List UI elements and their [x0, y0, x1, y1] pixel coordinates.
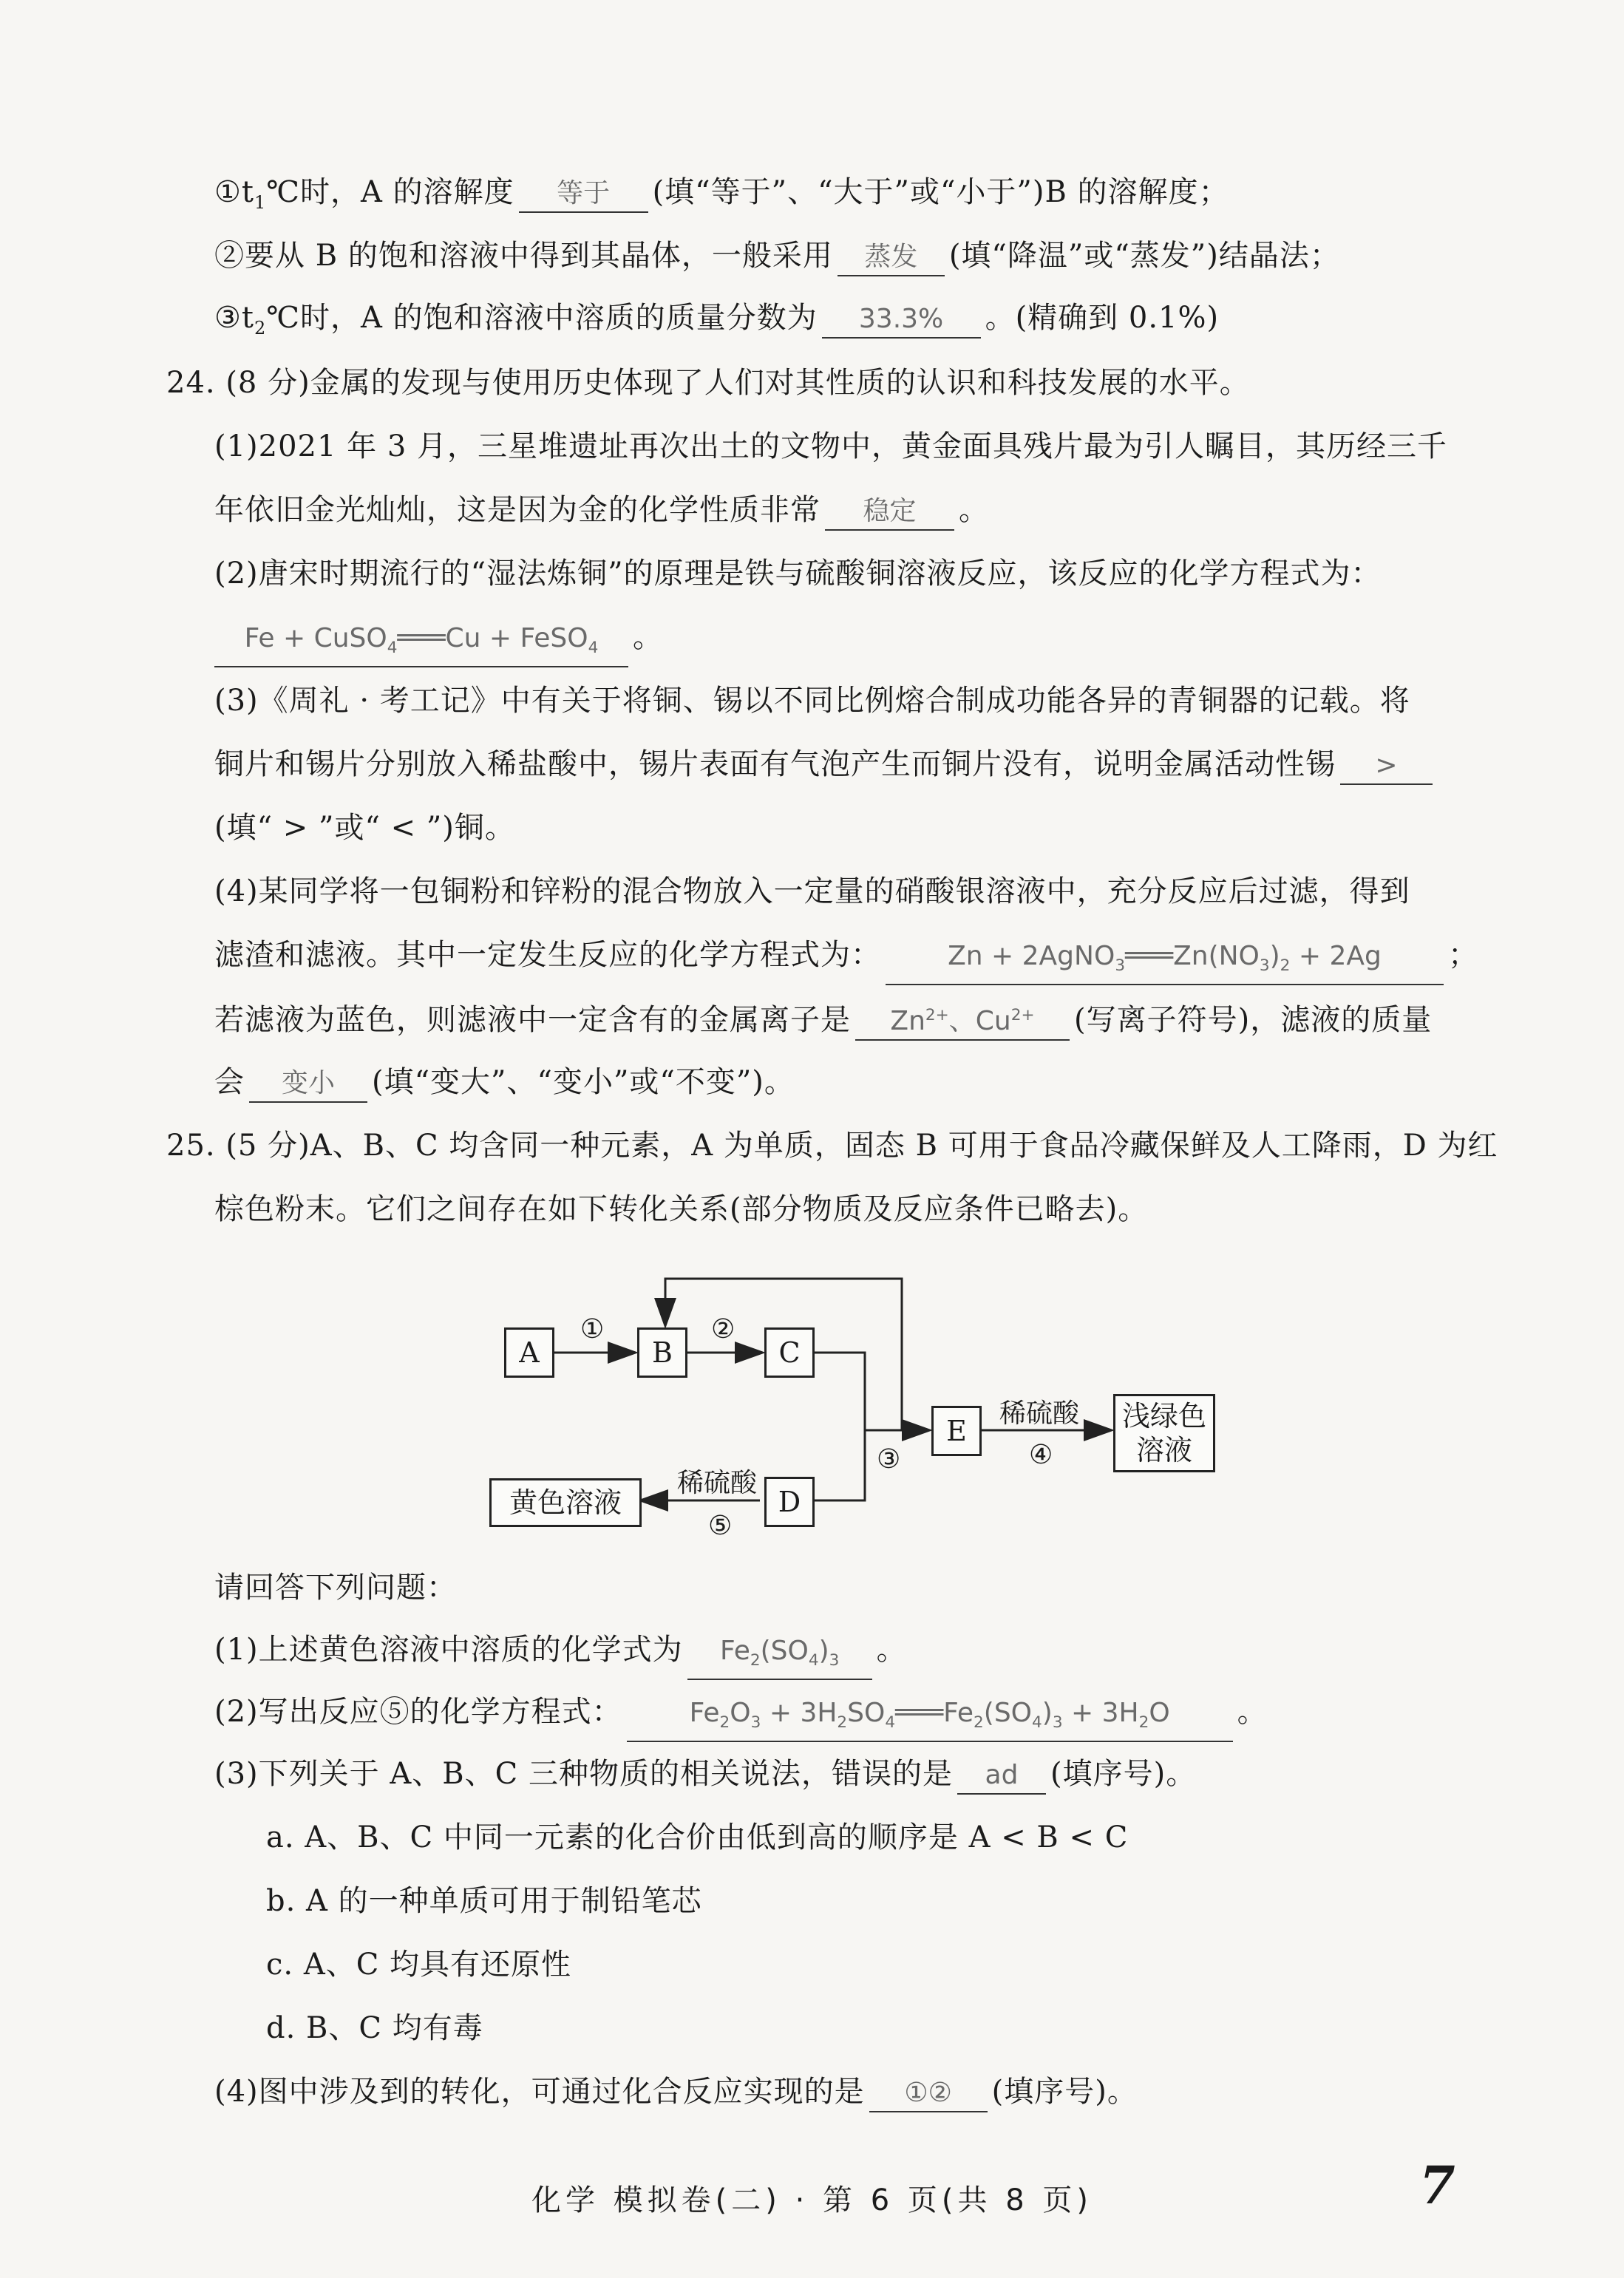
answer-blank: Fe + CuSO$_4$═══Cu + FeSO$_4$ [214, 619, 628, 667]
box-yellow-solution: 黄色溶液 [489, 1478, 642, 1527]
q24-part3-line2: 铜片和锡片分别放入稀盐酸中，锡片表面有气泡产生而铜片没有，说明金属活动性锡 > [214, 744, 1437, 785]
q25-heading-line1: 25. (5 分)A、B、C 均含同一种元素，A 为单质，固态 B 可用于食品冷藏保鲜及人工降雨，D 为红 [166, 1129, 1498, 1163]
answer-blank: $Zn + 2AgNO_3═══Zn(NO_3)_2 + 2Ag$ [886, 937, 1444, 985]
answer-blank: $Fe_2(SO_4)_3$ [687, 1632, 872, 1680]
line-d-to-junction [813, 1430, 865, 1500]
box-d: D [764, 1477, 815, 1527]
q24-part3-line1: (3)《周礼 · 考工记》中有关于将铜、锡以不同比例熔合制成功能各异的青铜器的记载。将 [214, 684, 1410, 718]
answer-blank: ad [957, 1756, 1046, 1795]
label-reaction-3: ③ [877, 1444, 901, 1475]
conversion-diagram [503, 1264, 1242, 1560]
q25-option-c: c. A、C 均具有还原性 [266, 1948, 572, 1982]
q25-prompt: 请回答下列问题： [214, 1571, 457, 1605]
page-footer: 化学 模拟卷(二) · 第 6 页(共 8 页) [531, 2183, 1093, 2217]
answer-blank: 蒸发 [838, 238, 945, 276]
label-acid-e: 稀硫酸 [999, 1398, 1080, 1429]
q24-part4-line1: (4)某同学将一包铜粉和锌粉的混合物放入一定量的硝酸银溶液中，充分反应后过滤，得到 [214, 874, 1410, 908]
line-c-to-junction [813, 1353, 865, 1430]
box-c: C [764, 1327, 815, 1378]
box-b: B [637, 1327, 687, 1378]
box-a: A [504, 1327, 554, 1378]
q24-part4-line2: 滤渣和滤液。其中一定发生反应的化学方程式为： $Zn + 2AgNO_3═══Zn(NO_3)_2 + 2Ag$ ； [214, 934, 1478, 985]
q25-heading-line2: 棕色粉末。它们之间存在如下转化关系(部分物质及反应条件已略去)。 [214, 1192, 1149, 1226]
q25-part4: (4)图中涉及到的转化，可通过化合反应实现的是 ①② (填序号)。 [214, 2071, 1138, 2112]
label-reaction-2: ② [711, 1314, 735, 1344]
page-number: 7 [1419, 2155, 1455, 2216]
answer-blank: $Zn^{2+}$、$Cu^{2+}$ [855, 998, 1070, 1041]
q23-part2: ②要从 B 的饱和溶液中得到其晶体，一般采用 蒸发 (填“降温”或“蒸发”)结晶法； [214, 235, 1340, 276]
box-e: E [931, 1406, 982, 1456]
answer-blank: 33.3% [822, 300, 981, 339]
answer-blank: 变小 [249, 1064, 367, 1103]
label-reaction-5: ⑤ [708, 1511, 733, 1541]
q25-option-a: a. A、B、C 中同一元素的化合价由低到高的顺序是 A < B < C [266, 1820, 1129, 1854]
box-green-solution: 浅绿色 溶液 [1113, 1394, 1215, 1472]
answer-blank: > [1340, 747, 1433, 785]
q25-part1: (1)上述黄色溶液中溶质的化学式为 $Fe_2(SO_4)_3$ 。 [214, 1629, 907, 1680]
q24-part1-line1: (1)2021 年 3 月，三星堆遗址再次出土的文物中，黄金面具残片最为引人瞩目，其历经三千 [214, 429, 1448, 463]
q24-part4-line4: 会 变小 (填“变大”、“变小”或“不变”)。 [214, 1061, 795, 1103]
label-reaction-4: ④ [1029, 1440, 1053, 1470]
label-reaction-1: ① [580, 1314, 605, 1344]
answer-blank: ①② [869, 2074, 988, 2112]
answer-blank: 等于 [519, 174, 648, 213]
q25-option-b: b. A 的一种单质可用于制铅笔芯 [266, 1884, 702, 1918]
q25-option-d: d. B、C 均有毒 [266, 2011, 483, 2045]
q23-part3: $③t_2℃$时，A 的饱和溶液中溶质的质量分数为 33.3% 。(精确到 0.1%) [214, 301, 1220, 339]
q23-part1: $①t_1℃$时，A 的溶解度 等于 (填“等于”、“大于”或“小于”)B 的溶解度； [214, 175, 1229, 213]
label-acid-d: 稀硫酸 [677, 1468, 758, 1498]
q24-part2-equation: Fe + CuSO$_4$═══Cu + FeSO$_4$ 。 [214, 616, 663, 667]
q24-part4-line3: 若滤液为蓝色，则滤液中一定含有的金属离子是 $Zn^{2+}$、$Cu^{2+}$ (写离子符号)，滤液的质量 [214, 998, 1432, 1041]
answer-blank: $Fe_2O_3$ + $3H_2SO_4═══Fe_2(SO_4)_3 + 3H_2O$ [627, 1694, 1233, 1742]
q24-part2-line1: (2)唐宋时期流行的“湿法炼铜”的原理是铁与硫酸铜溶液反应，该反应的化学方程式为： [214, 557, 1382, 591]
q24-part1-line2: 年依旧金光灿灿，这是因为金的化学性质非常 稳定 。 [214, 489, 989, 531]
q25-part3: (3)下列关于 A、B、C 三种物质的相关说法，错误的是 ad (填序号)。 [214, 1753, 1196, 1795]
answer-blank: 稳定 [825, 492, 954, 531]
q24-heading: 24. (8 分)金属的发现与使用历史体现了人们对其性质的认识和科技发展的水平。 [166, 366, 1250, 400]
q25-part2: (2)写出反应⑤的化学方程式： $Fe_2O_3$ + $3H_2SO_4═══Fe_2(SO_4)_3 + 3H_2O$ 。 [214, 1691, 1268, 1742]
q24-part3-line3: (填“ > ”或“ < ”)铜。 [214, 811, 515, 845]
